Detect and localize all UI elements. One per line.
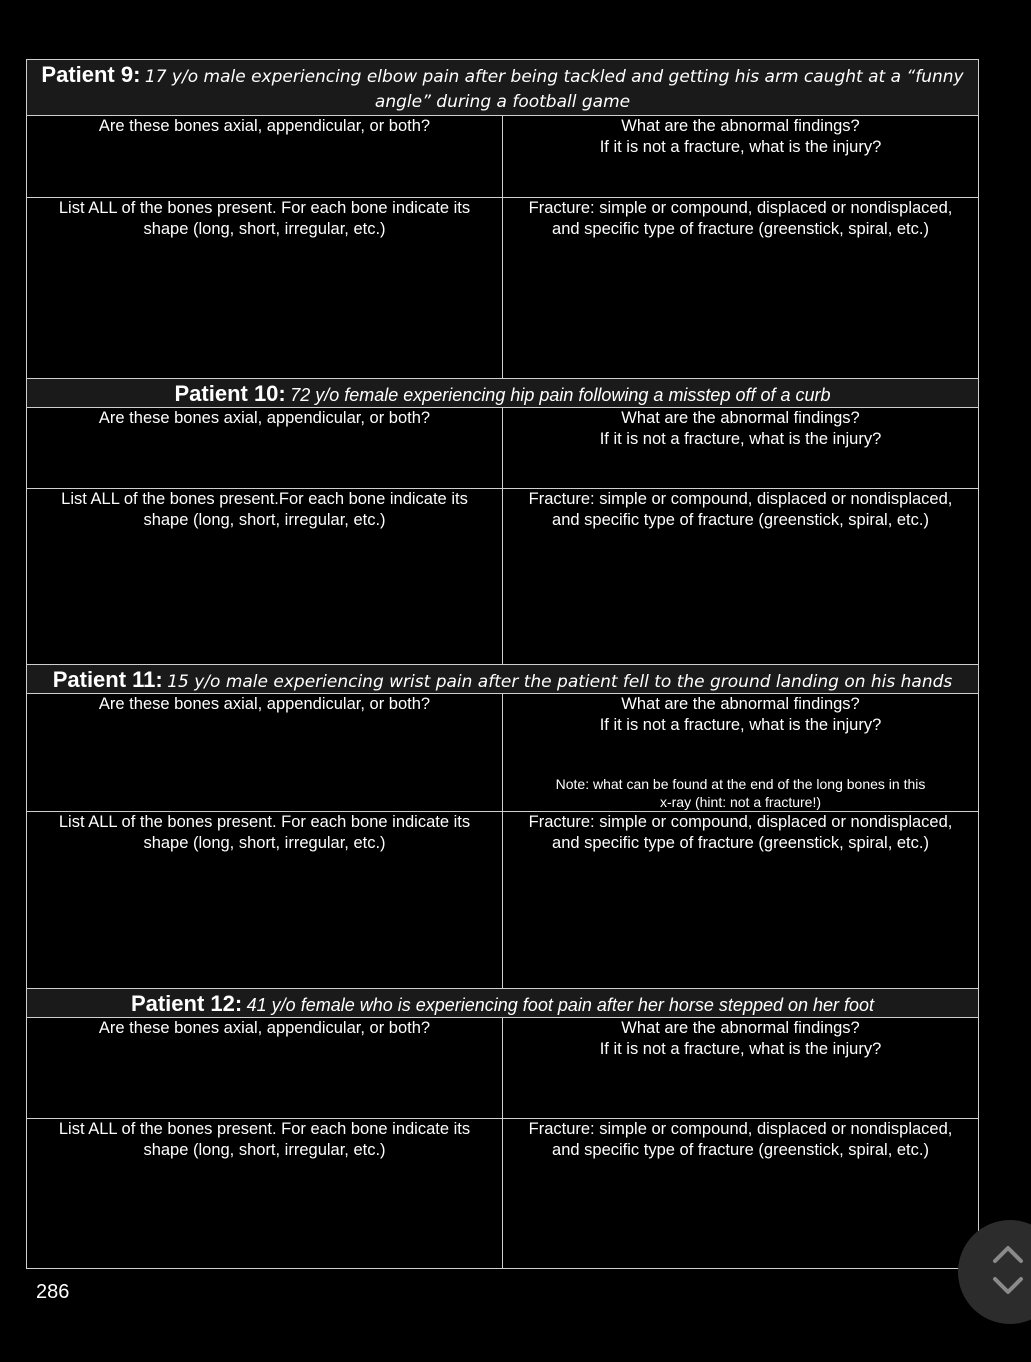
patient-12-injury-question: If it is not a fracture, what is the injury? [599,1039,882,1058]
patient-9-abnormal-cell [503,116,978,198]
patient-11-fracture-question: Fracture: simple or compound, displaced or nondisplaced, [528,813,953,831]
patient-10-axial-question: Are these bones axial, appendicular, or both? [98,409,431,427]
patient-10-fracture-question: Fracture: simple or compound, displaced or nondisplaced, [528,490,953,508]
patient-12-bones-cell [27,1119,503,1269]
chevron-up-icon[interactable] [992,1244,1024,1264]
patient-9-shape-question: shape (long, short, irregular, etc.) [143,219,386,238]
patient-11-axial-question: Are these bones axial, appendicular, or both? [98,695,431,713]
patient-11-shape-question: shape (long, short, irregular, etc.) [143,833,386,852]
patient-12-abnormal-question: What are the abnormal findings? [621,1019,860,1037]
patient-11-description: 15 y/o male experiencing wrist pain after the patient fell to the ground landing on his hands [167,672,953,692]
patient-9-bones-question: List ALL of the bones present. For each bone indicate its [58,199,471,217]
patient-10-description: 72 y/o female experiencing hip pain following a misstep off of a curb [290,385,831,405]
patient-10-shape-question: shape (long, short, irregular, etc.) [143,510,386,529]
patient-11-bones-cell [27,812,503,988]
patient-11-name: Patient 11: [52,667,163,692]
patient-11-fracture-type-question: and specific type of fracture (greenstick, spiral, etc.) [552,833,929,852]
patient-9-axial-question: Are these bones axial, appendicular, or both? [98,117,431,135]
patient-11-fracture-cell [503,812,978,988]
patient-9-name: Patient 9: [41,62,141,87]
patient-10-axial-cell [27,408,503,489]
patient-12-header [27,988,978,1018]
patient-11-bones-question: List ALL of the bones present. For each bone indicate its [58,813,471,831]
patient-9-header [27,60,978,116]
patient-9-fracture-cell [503,198,978,378]
page-number: 286 [36,1281,70,1303]
worksheet-table [26,59,979,1269]
patient-9-injury-question: If it is not a fracture, what is the injury? [599,137,882,156]
patient-12-axial-cell [27,1018,503,1119]
patient-10-fracture-type-question: and specific type of fracture (greenstick, spiral, etc.) [552,510,929,529]
patient-11-note-line-2: x-ray (hint: not a fracture!) [659,794,822,810]
patient-12-bones-question: List ALL of the bones present. For each bone indicate its [58,1120,471,1138]
patient-11-note [503,775,978,811]
patient-12-axial-question: Are these bones axial, appendicular, or both? [98,1019,431,1037]
patient-11-note-line-1: Note: what can be found at the end of the long bones in this [555,776,926,792]
patient-12-shape-question: shape (long, short, irregular, etc.) [143,1140,386,1159]
patient-12-description: 41 y/o female who is experiencing foot pain after her horse stepped on her foot [246,995,875,1015]
patient-12-name: Patient 12: [130,991,243,1016]
patient-9-abnormal-question: What are the abnormal findings? [621,117,860,135]
patient-12-fracture-type-question: and specific type of fracture (greenstick, spiral, etc.) [552,1140,929,1159]
patient-10-name: Patient 10: [174,381,286,406]
patient-10-header [27,378,978,408]
patient-9-fracture-type-question: and specific type of fracture (greenstick, spiral, etc.) [552,219,929,238]
patient-12-abnormal-cell [503,1018,978,1119]
patient-10-injury-question: If it is not a fracture, what is the injury? [599,429,882,448]
patient-9-axial-cell [27,116,503,198]
patient-10-bones-question: List ALL of the bones present.For each bone indicate its [61,490,468,508]
patient-9-fracture-question: Fracture: simple or compound, displaced or nondisplaced, [528,199,953,217]
patient-10-abnormal-question: What are the abnormal findings? [621,409,860,427]
patient-11-header [27,664,978,694]
patient-11-abnormal-question: What are the abnormal findings? [621,695,860,713]
patient-10-abnormal-cell [503,408,978,489]
patient-12-fracture-question: Fracture: simple or compound, displaced or nondisplaced, [528,1120,953,1138]
patient-12-fracture-cell [503,1119,978,1269]
patient-10-bones-cell [27,489,503,665]
patient-11-axial-cell [27,694,503,812]
patient-11-injury-question: If it is not a fracture, what is the injury? [599,715,882,734]
patient-9-bones-cell [27,198,503,378]
patient-10-fracture-cell [503,489,978,665]
patient-11-abnormal-cell [503,694,978,812]
chevron-down-icon[interactable] [992,1276,1024,1296]
patient-9-description: 17 y/o male experiencing elbow pain after being tackled and getting his arm caught at a “funny angle” during a football game [144,67,964,112]
